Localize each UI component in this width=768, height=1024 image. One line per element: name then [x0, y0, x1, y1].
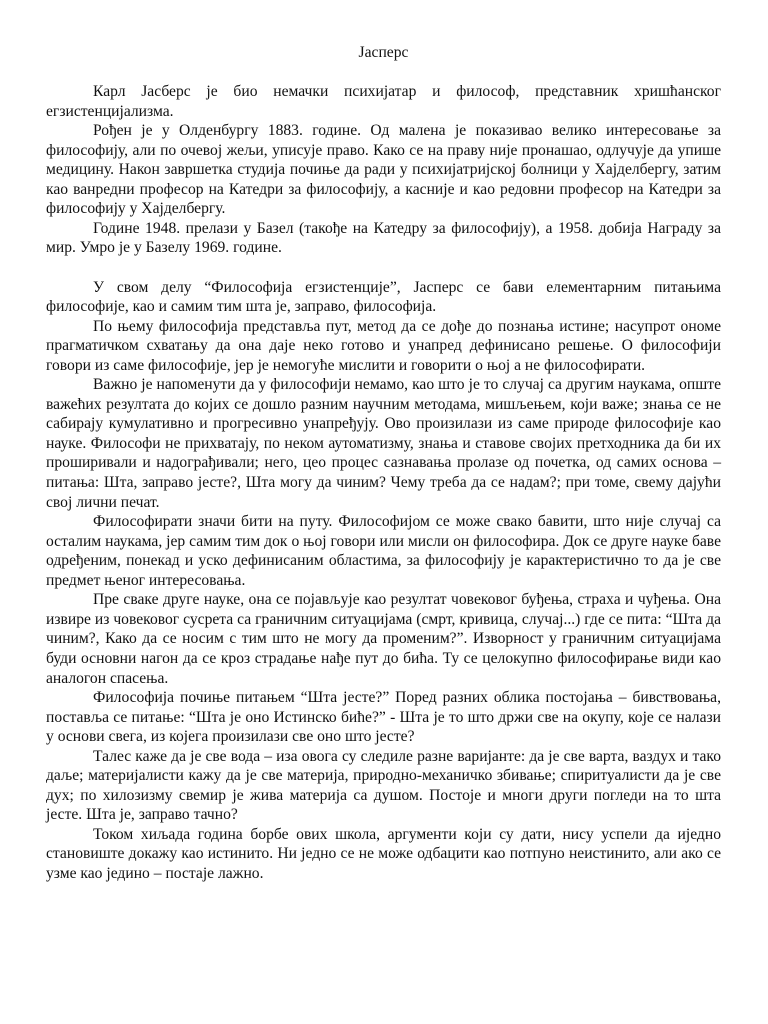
paragraph-11: Током хиљада година борбе ових школа, аргументи који су дати, нису успели да иједно становиште докажу као истинито. Ни једно се не може одбацити као потпуно неистинито, али ако се узме као једино – постаје лажно. [46, 825, 721, 882]
document-page [46, 43, 721, 884]
section-gap [46, 258, 721, 278]
paragraph-5: По њему философија представља пут, метод да се дође до познања истине; насупрот ономе прагматичком схватању да она даје неко готово и унапред дефинисано решење. О философији говори из саме философије, јер је немогуће мислити и говорити о њој а не философирати. [46, 317, 721, 374]
paragraph-9: Философија почиње питањем “Шта јесте?” Поред разних облика постојања – бивствовања, поставља се питање: “Шта је оно Истинско биће?” - Шта је то што држи све на окупу, које се налази у основи свега, из којега произилази све оно што јесте? [46, 689, 721, 746]
paragraph-4: У свом делу “Философија егзистенције”, Јасперс се бави елементарним питањима философије, као и самим тим шта је, заправо, философија. [46, 278, 721, 316]
paragraph-3: Године 1948. прелази у Базел (такође на Катедру за философију), а 1958. добија Награду за мир. Умро је у Базелу 1969. године. [46, 219, 721, 257]
paragraph-6: Важно је напоменути да у философији немамо, као што је то случај са другим наукама, опште важећих резултата до којих се дошло разним научним методама, мишљењем, који важе; знања се не сабирају кумулативно и прогресивно унапређују. Ово произилази из саме природе философије као науке. Философи не прихватају, по неком аутоматизму, знања и ставове својих претходника да би их проширивали и надограђивали; него, цео процес сазнавања пролазе од почетка, од самих основа – питања: Шта, заправо јесте?, Шта могу да чиним? Чему треба да се надам?; при томе, свему дајући свој лични печат. [46, 376, 721, 511]
document-title: Јасперс [358, 44, 409, 61]
paragraph-2: Рођен је у Олденбургу 1883. године. Од малена је показивао велико интересовање за философију, али по очевој жељи, уписује право. Како се на праву није пронашао, одлучује да упише медицину. Након завршетка студија почиње да ради у психијатријској болници у Хајделбергу, затим као ванредни професор на Катедри за философију, а касније и као редовни професор на Катедри за философију у Хајделбергу. [46, 122, 721, 218]
paragraph-10: Талес каже да је све вода – иза овога су следиле разне варијанте: да је све варта, ваздух и тако даље; материјалисти кажу да је све материја, природно-механичко збивање; спиритуалисти да је све дух; по хилозизму свемир је жива материја са душом. Постоје и многи други погледи на то шта јесте. Шта је, заправо тачно? [46, 747, 721, 824]
paragraph-1: Карл Јасберс је био немачки психијатар и философ, представник хришћанског егзистенцијализма. [46, 83, 721, 120]
paragraph-8: Пре сваке друге науке, она се појављује као резултат човековог буђења, страха и чуђења. Она извире из човековог сусрета са граничним ситуацијама (смрт, кривица, случај...) где се пита: “Шта да чиним?, Како да се носим с тим што не могу да променим?”. Изворност у граничним ситуацијама буди основни нагон да се кроз страдање нађе пут до бића. Ту се целокупно философирање види као аналогон спасења. [46, 591, 721, 687]
paragraph-7: Философирати значи бити на путу. Философијом се може свако бавити, што није случај са осталим наукама, јер самим тим док о њој говори или мисли он философира. Док се друге науке баве одређеним, понекад и уско дефинисаним областима, за философију је карактеристично то да је све предмет њеног интересовања. [46, 513, 721, 589]
